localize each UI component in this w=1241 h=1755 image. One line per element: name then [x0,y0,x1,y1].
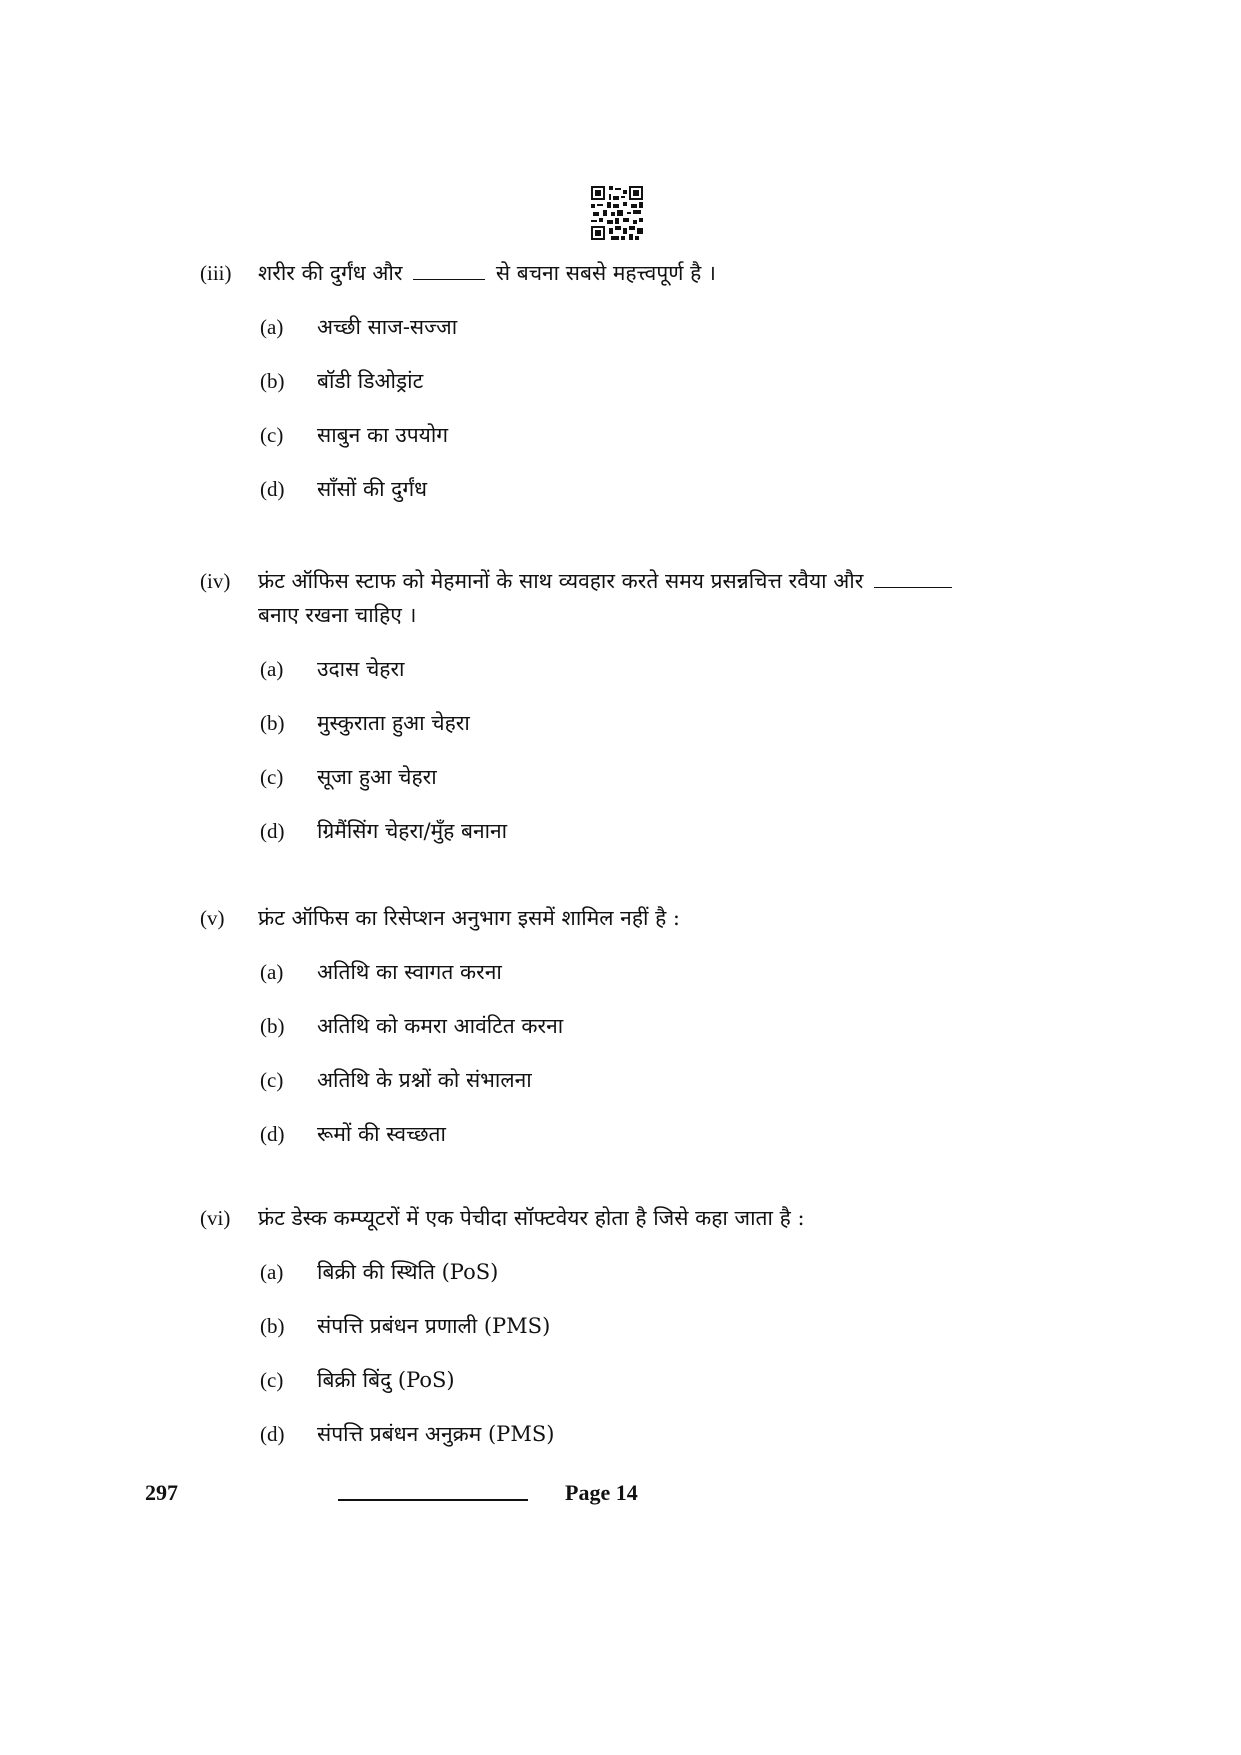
option-d [260,1417,1060,1451]
option-a [260,1255,1060,1289]
question-text-part: फ्रंट ऑफिस स्टाफ को मेहमानों के साथ व्यवहार करते समय प्रसन्नचित्त रवैया और [258,569,864,593]
question-v [200,901,1060,1171]
option-label: (c) [260,765,284,789]
option-label: (d) [260,819,285,843]
option-label: (b) [260,369,285,393]
option-label: (c) [260,1068,284,1092]
option-label: (d) [260,1122,285,1146]
option-text: ग्रिमैंसिंग चेहरा/मुँह बनाना [317,819,508,843]
question-text-part: बनाए रखना चाहिए । [258,603,417,627]
question-text-part: से बचना सबसे महत्त्वपूर्ण है । [495,261,716,285]
option-text: बॉडी डिओड्रांट [317,369,424,393]
option-label: (a) [260,657,284,681]
option-c [260,1363,1060,1397]
option-text: अतिथि को कमरा आवंटित करना [317,1014,564,1038]
option-label: (d) [260,1422,285,1446]
option-text: साँसों की दुर्गंध [317,477,428,501]
option-text: उदास चेहरा [317,657,405,681]
option-label: (c) [260,423,284,447]
question-number: (iii) [200,261,232,285]
option-label: (b) [260,1314,285,1338]
question-text-part: शरीर की दुर्गंध और [258,261,403,285]
question-text: फ्रंट डेस्क कम्प्यूटरों में एक पेचीदा सॉफ्टवेयर होता है जिसे कहा जाता है : [258,1206,805,1230]
option-a [260,310,1060,344]
option-label: (b) [260,1014,285,1038]
option-text: संपत्ति प्रबंधन अनुक्रम (PMS) [317,1422,555,1446]
option-text: साबुन का उपयोग [317,423,449,447]
option-label: (c) [260,1368,284,1392]
qr-code-icon [591,186,643,240]
fill-blank [413,259,485,280]
option-b [260,1309,1060,1343]
option-text: बिक्री की स्थिति (PoS) [317,1260,499,1284]
option-label: (d) [260,477,285,501]
option-d [260,472,1060,506]
option-label: (a) [260,1260,284,1284]
fill-blank [874,567,952,588]
option-b [260,364,1060,398]
option-c [260,760,1060,794]
option-text: अच्छी साज-सज्जा [317,315,458,339]
option-c [260,1063,1060,1097]
question-number: (vi) [200,1206,231,1230]
option-b [260,1009,1060,1043]
option-text: अतिथि के प्रश्नों को संभालना [317,1068,532,1092]
question-text [258,564,1060,632]
option-label: (a) [260,315,284,339]
footer-divider [338,1499,528,1501]
question-number: (v) [200,906,225,930]
question-vi [200,1201,1060,1471]
option-a [260,652,1060,686]
option-label: (b) [260,711,285,735]
option-list [260,955,1060,1151]
option-a [260,955,1060,989]
option-list [260,652,1060,848]
question-text: फ्रंट ऑफिस का रिसेप्शन अनुभाग इसमें शामिल नहीं है : [258,906,680,930]
option-c [260,418,1060,452]
option-text: संपत्ति प्रबंधन प्रणाली (PMS) [317,1314,551,1338]
option-text: रूमों की स्वच्छता [317,1122,446,1146]
option-d [260,814,1060,848]
question-iii [200,256,1060,526]
question-number: (iv) [200,569,231,593]
option-list [260,310,1060,506]
option-text: सूजा हुआ चेहरा [317,765,437,789]
question-text [258,256,1060,290]
option-text: बिक्री बिंदु (PoS) [317,1368,455,1392]
option-text: मुस्कुराता हुआ चेहरा [317,711,470,735]
option-text: अतिथि का स्वागत करना [317,960,502,984]
option-list [260,1255,1060,1451]
paper-code: 297 [145,1480,178,1505]
page-footer [145,1480,705,1516]
option-d [260,1117,1060,1151]
option-label: (a) [260,960,284,984]
option-b [260,706,1060,740]
question-iv [200,564,1060,868]
page-number: Page 14 [565,1480,638,1505]
